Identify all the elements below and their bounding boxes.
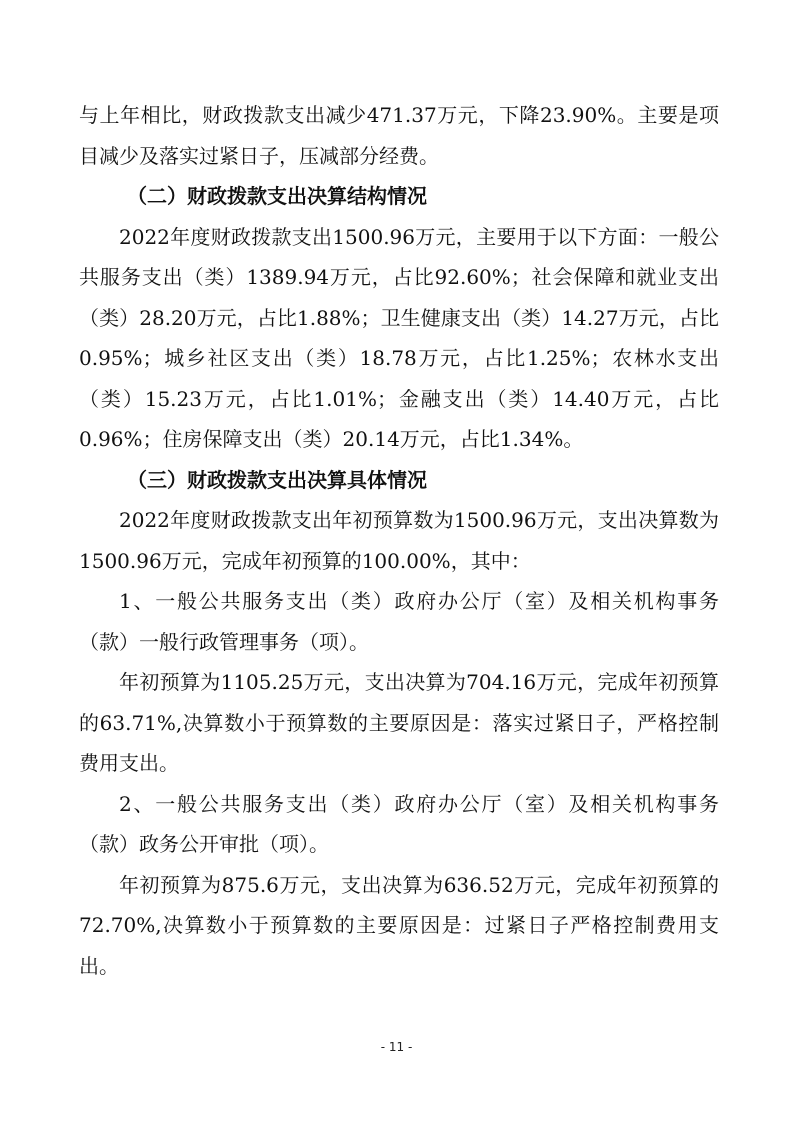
page-number: - 11 - (380, 1040, 413, 1054)
paragraph-details-summary: 2022年度财政拨款支出年初预算数为1500.96万元，支出决算数为1500.96万元，完成年初预算的100.00%，其中： (79, 508, 719, 573)
paragraph-item-1-title: 1、一般公共服务支出（类）政府办公厅（室）及相关机构事务（款）一般行政管理事务（项）。 (79, 589, 719, 654)
heading-structure: （二）财政拨款支出决算结构情况 (127, 184, 427, 208)
paragraph-item-1-detail: 年初预算为1105.25万元，支出决算为704.16万元，完成年初预算的63.71%,决算数小于预算数的主要原因是：落实过紧日子，严格控制费用支出。 (79, 670, 719, 775)
heading-details: （三）财政拨款支出决算具体情况 (127, 467, 427, 492)
paragraph-item-2-detail: 年初预算为875.6万元，支出决算为636.52万元，完成年初预算的72.70%,决算数小于预算数的主要原因是：过紧日子严格控制费用支出。 (79, 872, 719, 978)
paragraph-comparison: 与上年相比，财政拨款支出减少471.37万元，下降23.90%。主要是项目减少及落实过紧日子，压减部分经费。 (79, 103, 719, 168)
paragraph-structure: 2022年度财政拨款支出1500.96万元，主要用于以下方面：一般公共服务支出（类）1389.94万元，占比92.60%；社会保障和就业支出（类）28.20万元，占比1.88%；卫生健康支出（类）14.27万元，占比0.95%；城乡社区支出（类）18.78万元，占比1.25%；农林水支出（类）15.23万元，占比1.01%；金融支出（类）14.40万元，占比0.96%；住房保障支出（类）20.14万元，占比1.34%。 (79, 224, 719, 451)
document-body (79, 95, 719, 986)
paragraph-item-2-title: 2、一般公共服务支出（类）政府办公厅（室）及相关机构事务（款）政务公开审批（项）。 (79, 791, 719, 856)
